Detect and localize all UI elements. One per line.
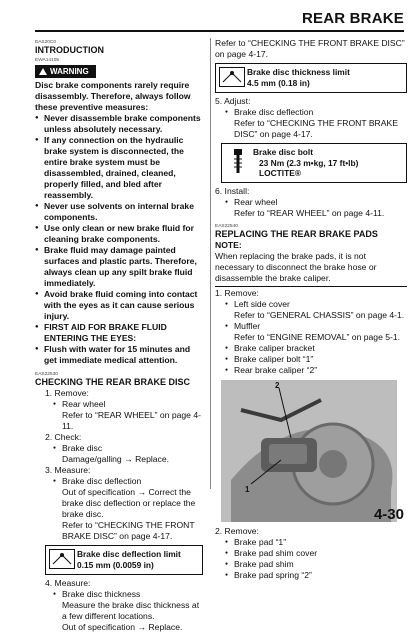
step-4: 4. Measure: [45,578,91,588]
spec-value: 4.5 mm (0.18 in) [247,77,310,88]
step-6-ref: Refer to “REAR WHEEL” on page 4-11. [234,208,385,218]
step-5-item: ● Brake disc deflection [225,107,407,118]
spec-label: Brake disc bolt [253,147,314,157]
remove-item: ● Brake pad shim [225,559,407,570]
warning-item: ● If any connection on the hydraulic brake system is disconnected, the entire brake system must be disassembled, drained, cleaned, properly filled, and bled after reassembly. [35,135,203,201]
warning-item: ● Use only clean or new brake fluid for cleaning brake components. [35,223,203,245]
remove-step-2: 2. Remove: [215,526,259,536]
remove-item: ● Brake pad shim cover [225,548,407,559]
page-number: 4-30 [373,506,404,523]
remove-item: ● Brake pad spring “2” [225,570,407,581]
remove-item: ● Left side cover [225,299,407,310]
warning-item: ● Flush with water for 15 minutes and get immediate medical attention. [35,344,203,366]
intro-heading: INTRODUCTION [35,45,104,55]
spec-value: 0.15 mm (0.0059 in) [77,559,154,570]
warning-badge [35,65,96,78]
ref-code: EAS20C0 [35,40,57,45]
step-1-ref: Refer to “REAR WHEEL” on page 4-11. [62,410,201,431]
warning-label: WARNING [50,67,89,76]
header-rule [35,30,404,32]
step-2: 2. Check: [45,432,82,442]
step-5: 5. Adjust: [215,96,251,106]
ref-code: EWA14105 [35,58,60,63]
spec-icon [49,549,77,571]
step-4-detail: Measure the brake disc thickness at a few different locations. [62,600,200,621]
step-2-detail: Damage/galling → Replace. [62,454,170,464]
remove-ref: Refer to “GENERAL CHASSIS” on page 4-1. [234,310,405,320]
spec-box-bolt [221,143,407,183]
note-rule [215,286,407,287]
warning-item: ● Brake fluid may damage painted surfaces and plastic parts. Therefore, always clean up any spilt brake fluid immediately. [35,245,203,289]
right-column [215,38,407,581]
ref-code: EAS22530 [35,372,58,377]
step-4-result: Out of specification → Replace. [62,622,183,632]
spec-label: Brake disc thickness limit [247,67,350,77]
note-text: When replacing the brake pads, it is not necessary to disconnect the brake hose or disassemble the brake caliper. [215,251,377,283]
spec-box-thickness [215,63,407,93]
spec-value: LOCTITE® [259,168,301,178]
remove-ref: Refer to “ENGINE REMOVAL” on page 5-1. [234,332,401,342]
warning-item: ● Avoid brake fluid coming into contact with the eyes as it can cause serious injury. [35,289,203,322]
step-2-item: ● Brake disc [53,443,203,454]
left-column [35,38,203,633]
remove-item: ● Brake caliper bracket [225,343,407,354]
step-3-ref: Refer to “CHECKING THE FRONT BRAKE DISC” on page 4-17. [62,520,195,541]
step-3-detail: Out of specification → Correct the brake disc deflection or replace the brake disc. [62,487,196,519]
ref-code: EAS22540 [215,224,238,229]
step-3-item: ● Brake disc deflection [53,476,203,487]
step-6-item: ● Rear wheel [225,197,407,208]
step-4-item: ● Brake disc thickness [53,589,203,600]
column-divider [210,38,211,489]
photo-label-2: 2 [275,381,280,390]
photo-label-1: 1 [245,485,250,494]
remove-item: ● Muffler [225,321,407,332]
spec-box-deflection [45,545,203,575]
replace-heading: REPLACING THE REAR BRAKE PADS [215,229,378,239]
page-title: REAR BRAKE [301,10,404,27]
step-5-ref: Refer to “CHECKING THE FRONT BRAKE DISC” on page 4-17. [234,118,398,139]
spec-value: 23 Nm (2.3 m•kg, 17 ft•lb) [259,157,359,168]
note-label: NOTE: [215,240,242,250]
step-6: 6. Install: [215,186,250,196]
warning-intro: Disc brake components rarely require disassembly. Therefore, always follow these preventive measures: [35,80,191,112]
bolt-icon [225,147,253,179]
step-1-item: ● Rear wheel [53,399,203,410]
warning-item: ● FIRST AID FOR BRAKE FLUID ENTERING THE EYES: [35,322,203,344]
step-3: 3. Measure: [45,465,91,475]
spec-label: Brake disc deflection limit [77,549,181,559]
warning-item: ● Never use solvents on internal brake components. [35,201,203,223]
spec-icon [219,67,247,89]
remove-item: ● Brake pad “1” [225,537,407,548]
remove-item: ● Rear brake caliper “2” [225,365,407,376]
step-1: 1. Remove: [45,388,89,398]
check-heading: CHECKING THE REAR BRAKE DISC [35,377,191,387]
warning-item: ● Never disassemble brake components unless absolutely necessary. [35,113,203,135]
remove-step-1: 1. Remove: [215,288,259,298]
caliper-photo [221,380,397,522]
continued-ref: Refer to “CHECKING THE FRONT BRAKE DISC” on page 4-17. [215,38,405,59]
remove-item: ● Brake caliper bolt “1” [225,354,407,365]
warning-icon [39,68,47,75]
